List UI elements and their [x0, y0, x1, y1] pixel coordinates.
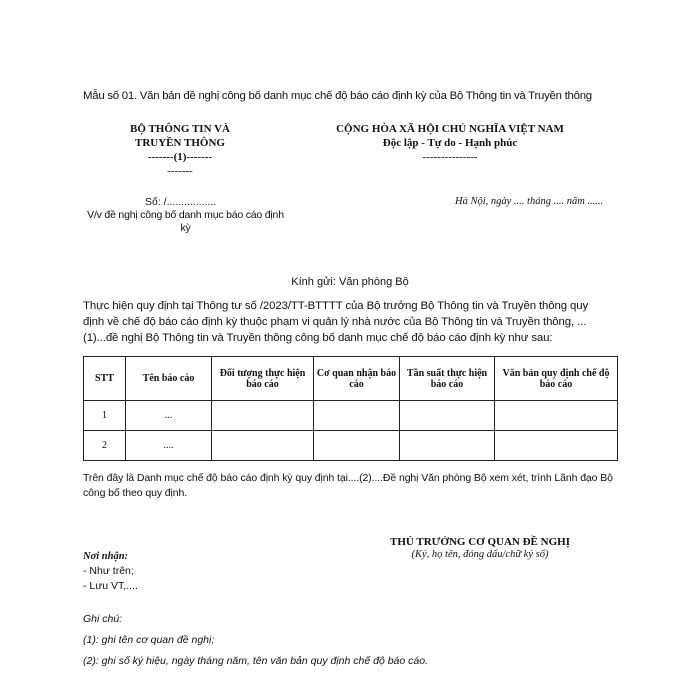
table-header-row: [84, 357, 618, 401]
col-header-stt: STT: [84, 357, 126, 401]
document-subject: V/v đề nghị công bố danh mục báo cáo định kỳ: [87, 209, 284, 234]
notes-block: [83, 609, 428, 672]
national-motto: Độc lập - Tự do - Hạnh phúc: [382, 137, 518, 149]
intro-paragraph: [83, 298, 623, 346]
issuing-agency-header: [110, 122, 250, 178]
col-header-receiver: Cơ quan nhận báo cáo: [314, 357, 400, 401]
agency-code-placeholder: -------(1)-------: [147, 151, 213, 163]
recipient-item: - Như trên;: [83, 565, 134, 577]
intro-line: Thực hiện quy định tại Thông tư số /2023/TT-BTTTT của Bộ trưởng Bộ Thông tin và Truyền thông quy: [83, 300, 589, 312]
national-header: [305, 122, 595, 164]
notes-label: Ghi chú:: [83, 613, 123, 625]
cell-frequency: [400, 431, 495, 461]
cell-subject: [212, 431, 314, 461]
cell-stt: 2: [84, 431, 126, 461]
cell-report-name: ....: [126, 431, 212, 461]
document-number: Số: /.................: [145, 196, 217, 208]
cell-stt: 1: [84, 401, 126, 431]
agency-name-line2: TRUYỀN THÔNG: [135, 137, 225, 149]
place-date: Hà Nội, ngày .... tháng .... năm ......: [455, 196, 604, 207]
col-header-subject: Đối tượng thực hiện báo cáo: [212, 357, 314, 401]
cell-frequency: [400, 401, 495, 431]
report-list-table: [83, 356, 618, 461]
recipients-label: Nơi nhận:: [83, 551, 129, 562]
national-divider: ---------------: [422, 151, 478, 163]
signature-note: (Ký, họ tên, đóng dấu/chữ ký số): [411, 549, 549, 560]
signature-title: THỦ TRƯỞNG CƠ QUAN ĐỀ NGHỊ: [390, 536, 570, 548]
agency-name-line1: BỘ THÔNG TIN VÀ: [130, 123, 230, 135]
cell-receiver: [314, 431, 400, 461]
table-row: [84, 401, 618, 431]
cell-regulation: [495, 401, 618, 431]
recipients-block: [83, 549, 138, 594]
col-header-report-name: Tên báo cáo: [126, 357, 212, 401]
recipient-item: - Lưu VT,....: [83, 580, 138, 592]
table-row: [84, 431, 618, 461]
intro-line: (1)...đề nghị Bộ Thông tin và Truyền thông công bố danh mục chế độ báo cáo định kỳ như sau:: [83, 332, 553, 344]
intro-line: định về chế độ báo cáo định kỳ thuộc phạm vi quản lý nhà nước của Bộ Thông tin và Truyền thông, ...: [83, 316, 587, 328]
col-header-regulation: Văn bản quy định chế độ báo cáo: [495, 357, 618, 401]
closing-paragraph: Trên đây là Danh mục chế độ báo cáo định kỳ quy định tại....(2)....Đề nghị Văn phòng Bộ xem xét, trình Lãnh đạo Bộ công bố theo quy định.: [83, 472, 613, 499]
note-item: (2): ghi số ký hiệu, ngày tháng năm, tên văn bản quy định chế độ báo cáo.: [83, 655, 428, 667]
cell-receiver: [314, 401, 400, 431]
col-header-frequency: Tần suất thực hiện báo cáo: [400, 357, 495, 401]
cell-subject: [212, 401, 314, 431]
recipient-line: Kính gửi: Văn phòng Bộ: [291, 276, 409, 288]
note-item: (1): ghi tên cơ quan đề nghị;: [83, 634, 215, 646]
form-title: Mẫu số 01. Văn bản đề nghị công bố danh mục chế độ báo cáo định kỳ của Bộ Thông tin và Truyền thông: [83, 90, 592, 102]
national-title: CỘNG HÒA XÃ HỘI CHỦ NGHĨA VIỆT NAM: [336, 123, 564, 135]
cell-report-name: ...: [126, 401, 212, 431]
cell-regulation: [495, 431, 618, 461]
agency-divider: -------: [167, 165, 193, 177]
